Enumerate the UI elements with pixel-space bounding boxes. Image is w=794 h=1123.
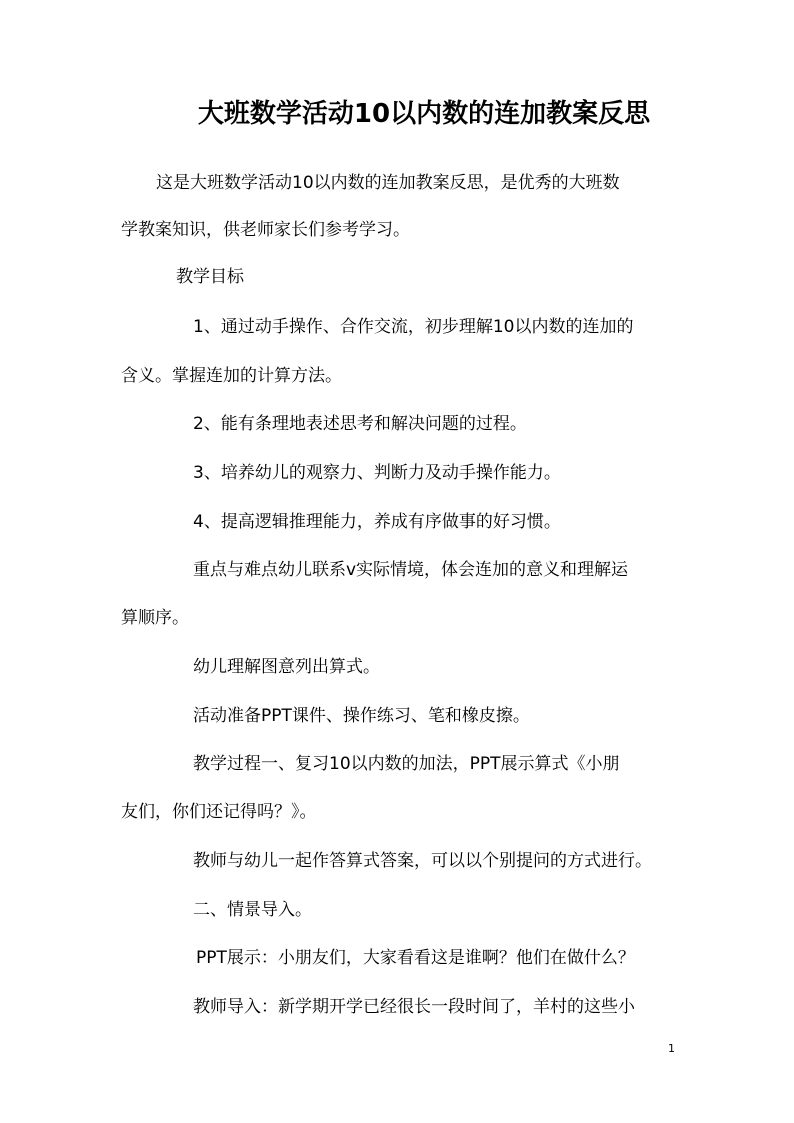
goal-4: 4、提高逻辑推理能力，养成有序做事的好习惯。	[193, 512, 561, 532]
process-line-2: 友们，你们还记得吗？》。	[121, 802, 317, 822]
teacher-intro-line: 教师导入：新学期开学已经很长一段时间了，羊村的这些小	[193, 997, 635, 1017]
section-heading-scene: 二、情景导入。	[193, 900, 312, 920]
ppt-display-line: PPT展示：小朋友们，大家看看这是谁啊？他们在做什么？	[196, 948, 635, 968]
difficulty-line: 幼儿理解图意列出算式。	[193, 657, 380, 677]
paragraph-intro-line-2: 学教案知识，供老师家长们参考学习。	[121, 220, 410, 240]
goal-1-line-2: 含义。掌握连加的计算方法。	[121, 366, 342, 386]
goal-3: 3、培养幼儿的观察力、判断力及动手操作能力。	[193, 463, 561, 483]
preparation-line: 活动准备PPT课件、操作练习、笔和橡皮擦。	[193, 706, 530, 726]
goal-2: 2、能有条理地表述思考和解决问题的过程。	[193, 414, 527, 434]
goal-1-line-1: 1、通过动手操作、合作交流，初步理解10以内数的连加的	[193, 317, 634, 337]
paragraph-intro-line-1: 这是大班数学活动10以内数的连加教案反思，是优秀的大班数	[156, 173, 620, 193]
process-line-3: 教师与幼儿一起作答算式答案，可以以个别提问的方式进行。	[193, 851, 652, 871]
key-points-line-1: 重点与难点幼儿联系v实际情境，体会连加的意义和理解运	[193, 560, 629, 580]
document-title: 大班数学活动10以内数的连加教案反思	[197, 99, 651, 129]
key-points-line-2: 算顺序。	[121, 608, 189, 628]
page-number: 1	[668, 1042, 675, 1055]
process-line-1: 教学过程一、复习10以内数的加法，PPT展示算式《小朋	[193, 754, 620, 774]
section-heading-goals: 教学目标	[176, 267, 244, 287]
